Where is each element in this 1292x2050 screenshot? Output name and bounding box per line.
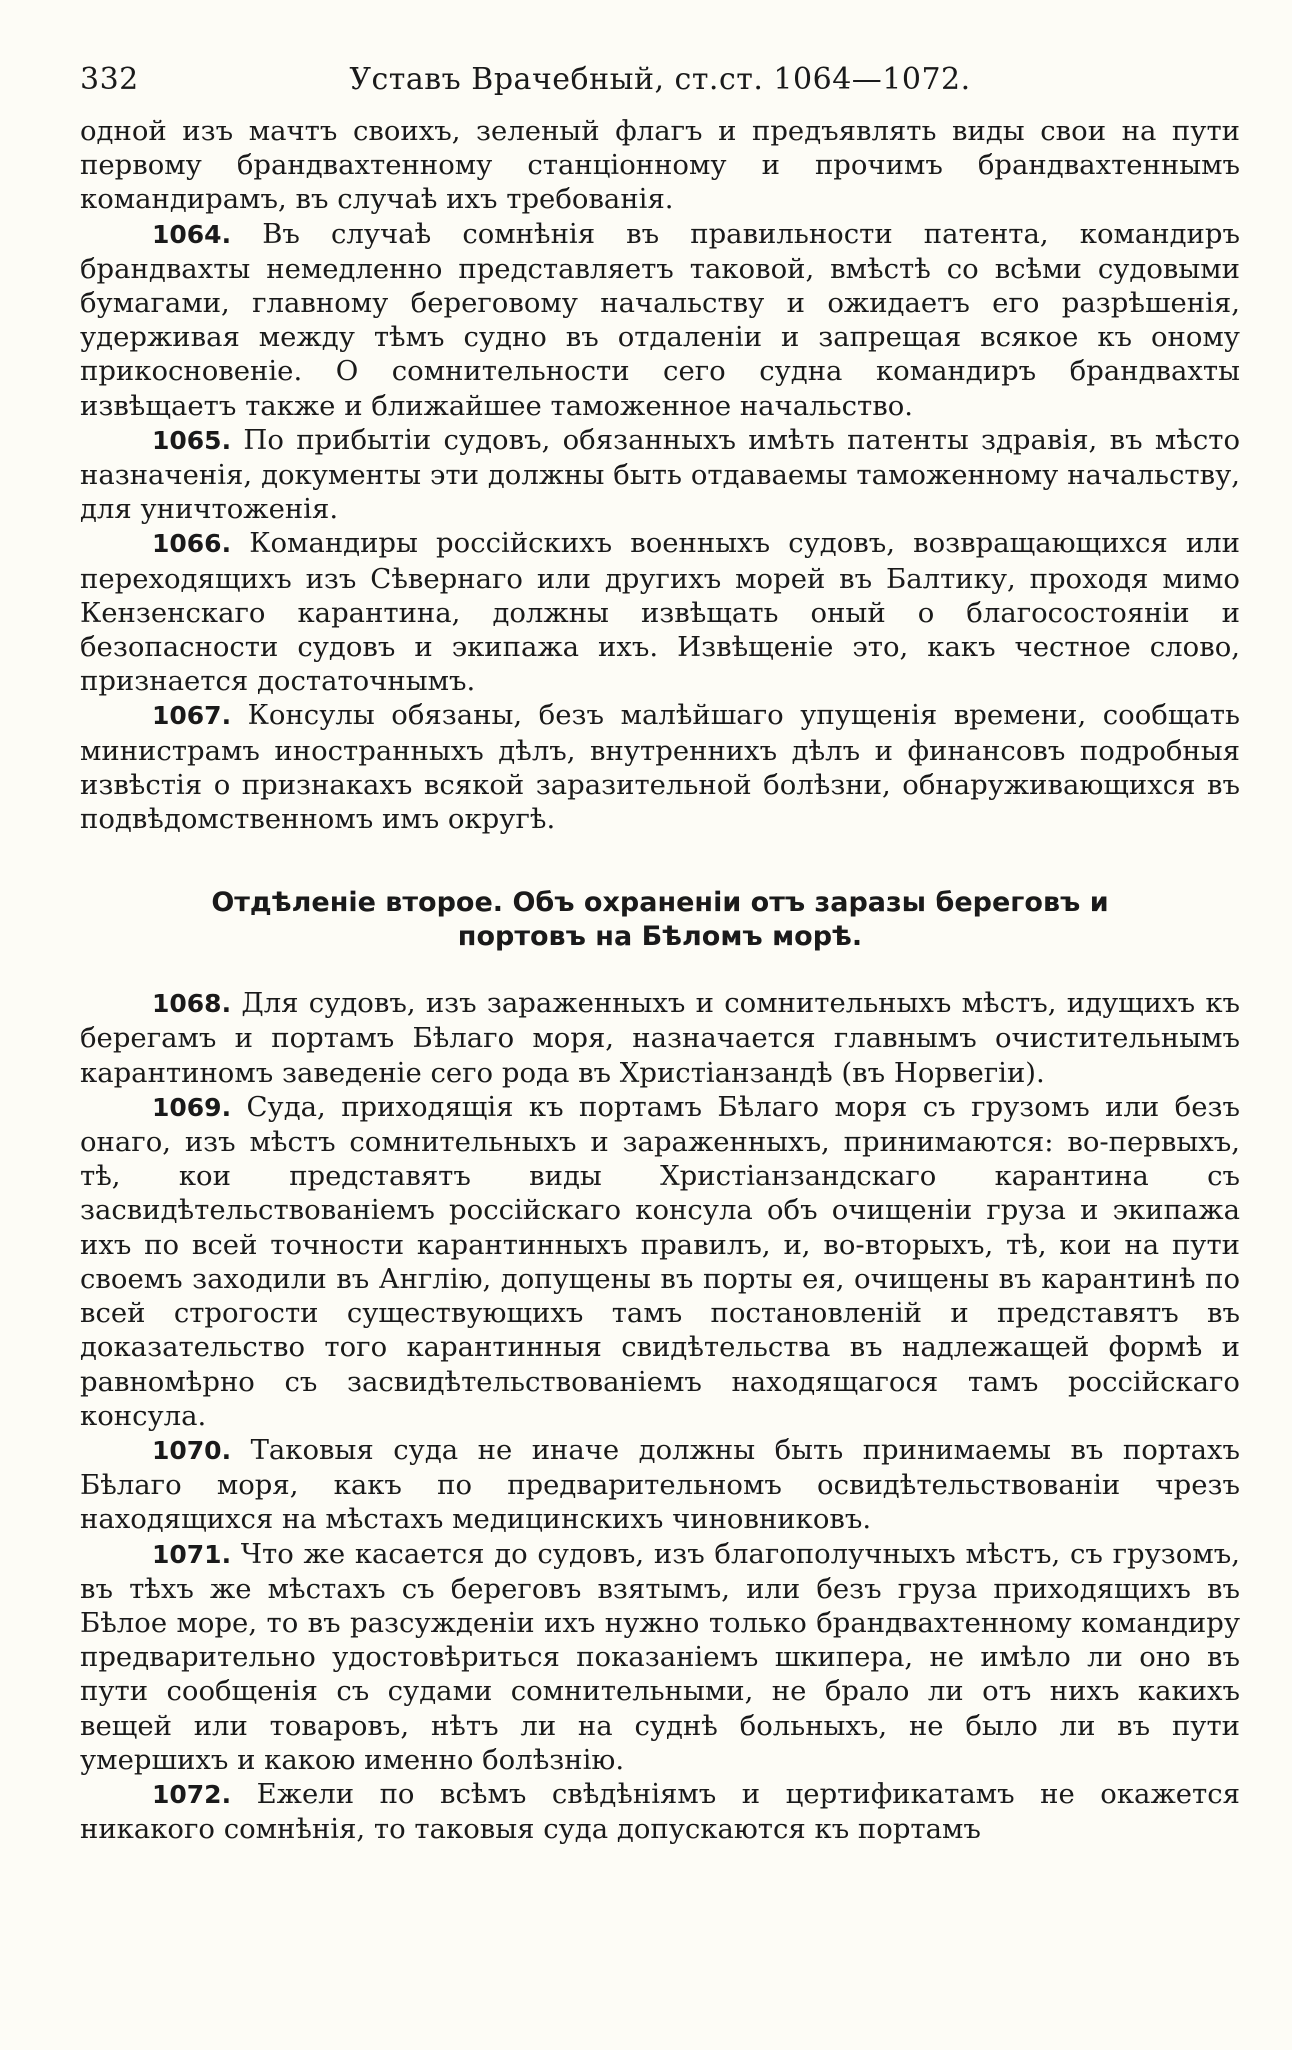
- opening-paragraph: одной изъ мачтъ своихъ, зеленый флагъ и предъявлять виды свои на пути первому брандвахтенному станціонному и прочимъ брандвахтеннымъ командирамъ, въ случаѣ ихъ требованія.: [80, 115, 1240, 216]
- article-text: Суда, приходящія къ портамъ Бѣлаго моря съ грузомъ или безъ онаго, изъ мѣстъ сомнительныхъ и зараженныхъ, принимаются: во-первыхъ, тѣ, кои представятъ виды Христіанзандскаго карантина съ засвидѣтельствованіемъ россійскаго консула объ очищеніи груза и экипажа ихъ по всей точности карантинныхъ правилъ, и, во-вторыхъ, тѣ, кои на пути своемъ заходили въ Англію, допущены въ порты ея, очищены въ карантинѣ по всей строгости существующихъ тамъ постановленій и представятъ въ доказательство того карантинныя свидѣтельства въ надлежащей формѣ и равномѣрно съ засвидѣтельствованіемъ находящагося тамъ россійскаго консула.: [80, 1090, 1240, 1432]
- article-1065: [80, 423, 1240, 527]
- article-1066: [80, 526, 1240, 698]
- article-number: 1065.: [152, 425, 232, 455]
- section-heading-line: Отдѣленіе второе. Объ охраненіи отъ заразы береговъ и: [211, 887, 1109, 919]
- article-text: Консулы обязаны, безъ малѣйшаго упущенія времени, сообщать министрамъ иностранныхъ дѣлъ, внутреннихъ дѣлъ и финансовъ подробныя извѣстія о признакахъ всякой заразительной болѣзни, обнаруживающихся въ подвѣдомственномъ имъ округѣ.: [80, 699, 1240, 836]
- article-number: 1069.: [152, 1092, 232, 1122]
- article-number: 1064.: [152, 219, 232, 249]
- article-number: 1071.: [152, 1539, 232, 1569]
- article-1071: [80, 1537, 1240, 1777]
- section-heading-line: портовъ на Бѣломъ морѣ.: [457, 921, 863, 953]
- article-text: Что же касается до судовъ, изъ благополучныхъ мѣстъ, съ грузомъ, въ тѣхъ же мѣстахъ съ береговъ взятымъ, или безъ груза приходящихъ въ Бѣлое море, то въ разсужденіи ихъ нужно только брандвахтенному командиру предварительно удостовѣриться показаніемъ шкипера, не имѣло ли оно въ пути сообщенія съ судами сомнительными, не брало ли отъ нихъ какихъ вещей или товаровъ, нѣтъ ли на суднѣ больныхъ, не было ли въ пути умершихъ и какою именно болѣзнію.: [80, 1537, 1240, 1776]
- article-1069: [80, 1090, 1240, 1433]
- article-text: Ежели по всѣмъ свѣдѣніямъ и цертификатамъ не окажется никакого сомнѣнія, то таковыя суда допускаются къ портамъ: [80, 1777, 1240, 1846]
- article-1072: [80, 1777, 1240, 1846]
- article-number: 1070.: [152, 1435, 232, 1465]
- article-number: 1067.: [152, 701, 232, 731]
- body-text: [80, 114, 1240, 1846]
- article-1068: [80, 986, 1240, 1090]
- article-1067: [80, 698, 1240, 836]
- article-text: По прибытіи судовъ, обязанныхъ имѣть патенты здравія, въ мѣсто назначенія, документы эти должны быть отдаваемы таможенному начальству, для уничтоженія.: [80, 423, 1240, 526]
- running-header: [80, 58, 1240, 102]
- article-number: 1068.: [152, 989, 232, 1019]
- article-text: Таковыя суда не иначе должны быть принимаемы въ портахъ Бѣлаго моря, какъ по предварительномъ освидѣтельствованіи чрезъ находящихся на мѣстахъ медицинскихъ чиновниковъ.: [80, 1433, 1241, 1536]
- article-number: 1066.: [152, 529, 232, 559]
- article-number: 1072.: [152, 1779, 232, 1809]
- article-text: Командиры россійскихъ военныхъ судовъ, возвращающихся или переходящихъ изъ Сѣвернаго или другихъ морей въ Балтику, проходя мимо Кензенскаго карантина, должны извѣщать оный о благосостояніи и безопасности судовъ и экипажа ихъ. Извѣщеніе это, какъ честное слово, признается достаточнымъ.: [80, 527, 1240, 698]
- section-heading: [80, 886, 1240, 954]
- running-title: Уставъ Врачебный, ст.ст. 1064—1072.: [349, 62, 971, 97]
- article-1070: [80, 1433, 1240, 1537]
- page-number: 332: [80, 62, 139, 97]
- article-1064: [80, 217, 1240, 423]
- article-text: Для судовъ, изъ зараженныхъ и сомнительныхъ мѣстъ, идущихъ къ берегамъ и портамъ Бѣлаго моря, назначается главнымъ очистительнымъ карантиномъ заведеніе сего рода въ Христіанзандѣ (въ Норвегіи).: [80, 987, 1241, 1089]
- article-text: Въ случаѣ сомнѣнія въ правильности патента, командиръ брандвахты немедленно представляетъ таковой, вмѣстѣ со всѣми судовыми бумагами, главному береговому начальству и ожидаетъ его разрѣшенія, удерживая между тѣмъ судно въ отдаленіи и запрещая всякое къ оному прикосновеніе. О сомнительности сего судна командиръ брандвахты извѣщаетъ также и ближайшее таможенное начальство.: [80, 217, 1240, 422]
